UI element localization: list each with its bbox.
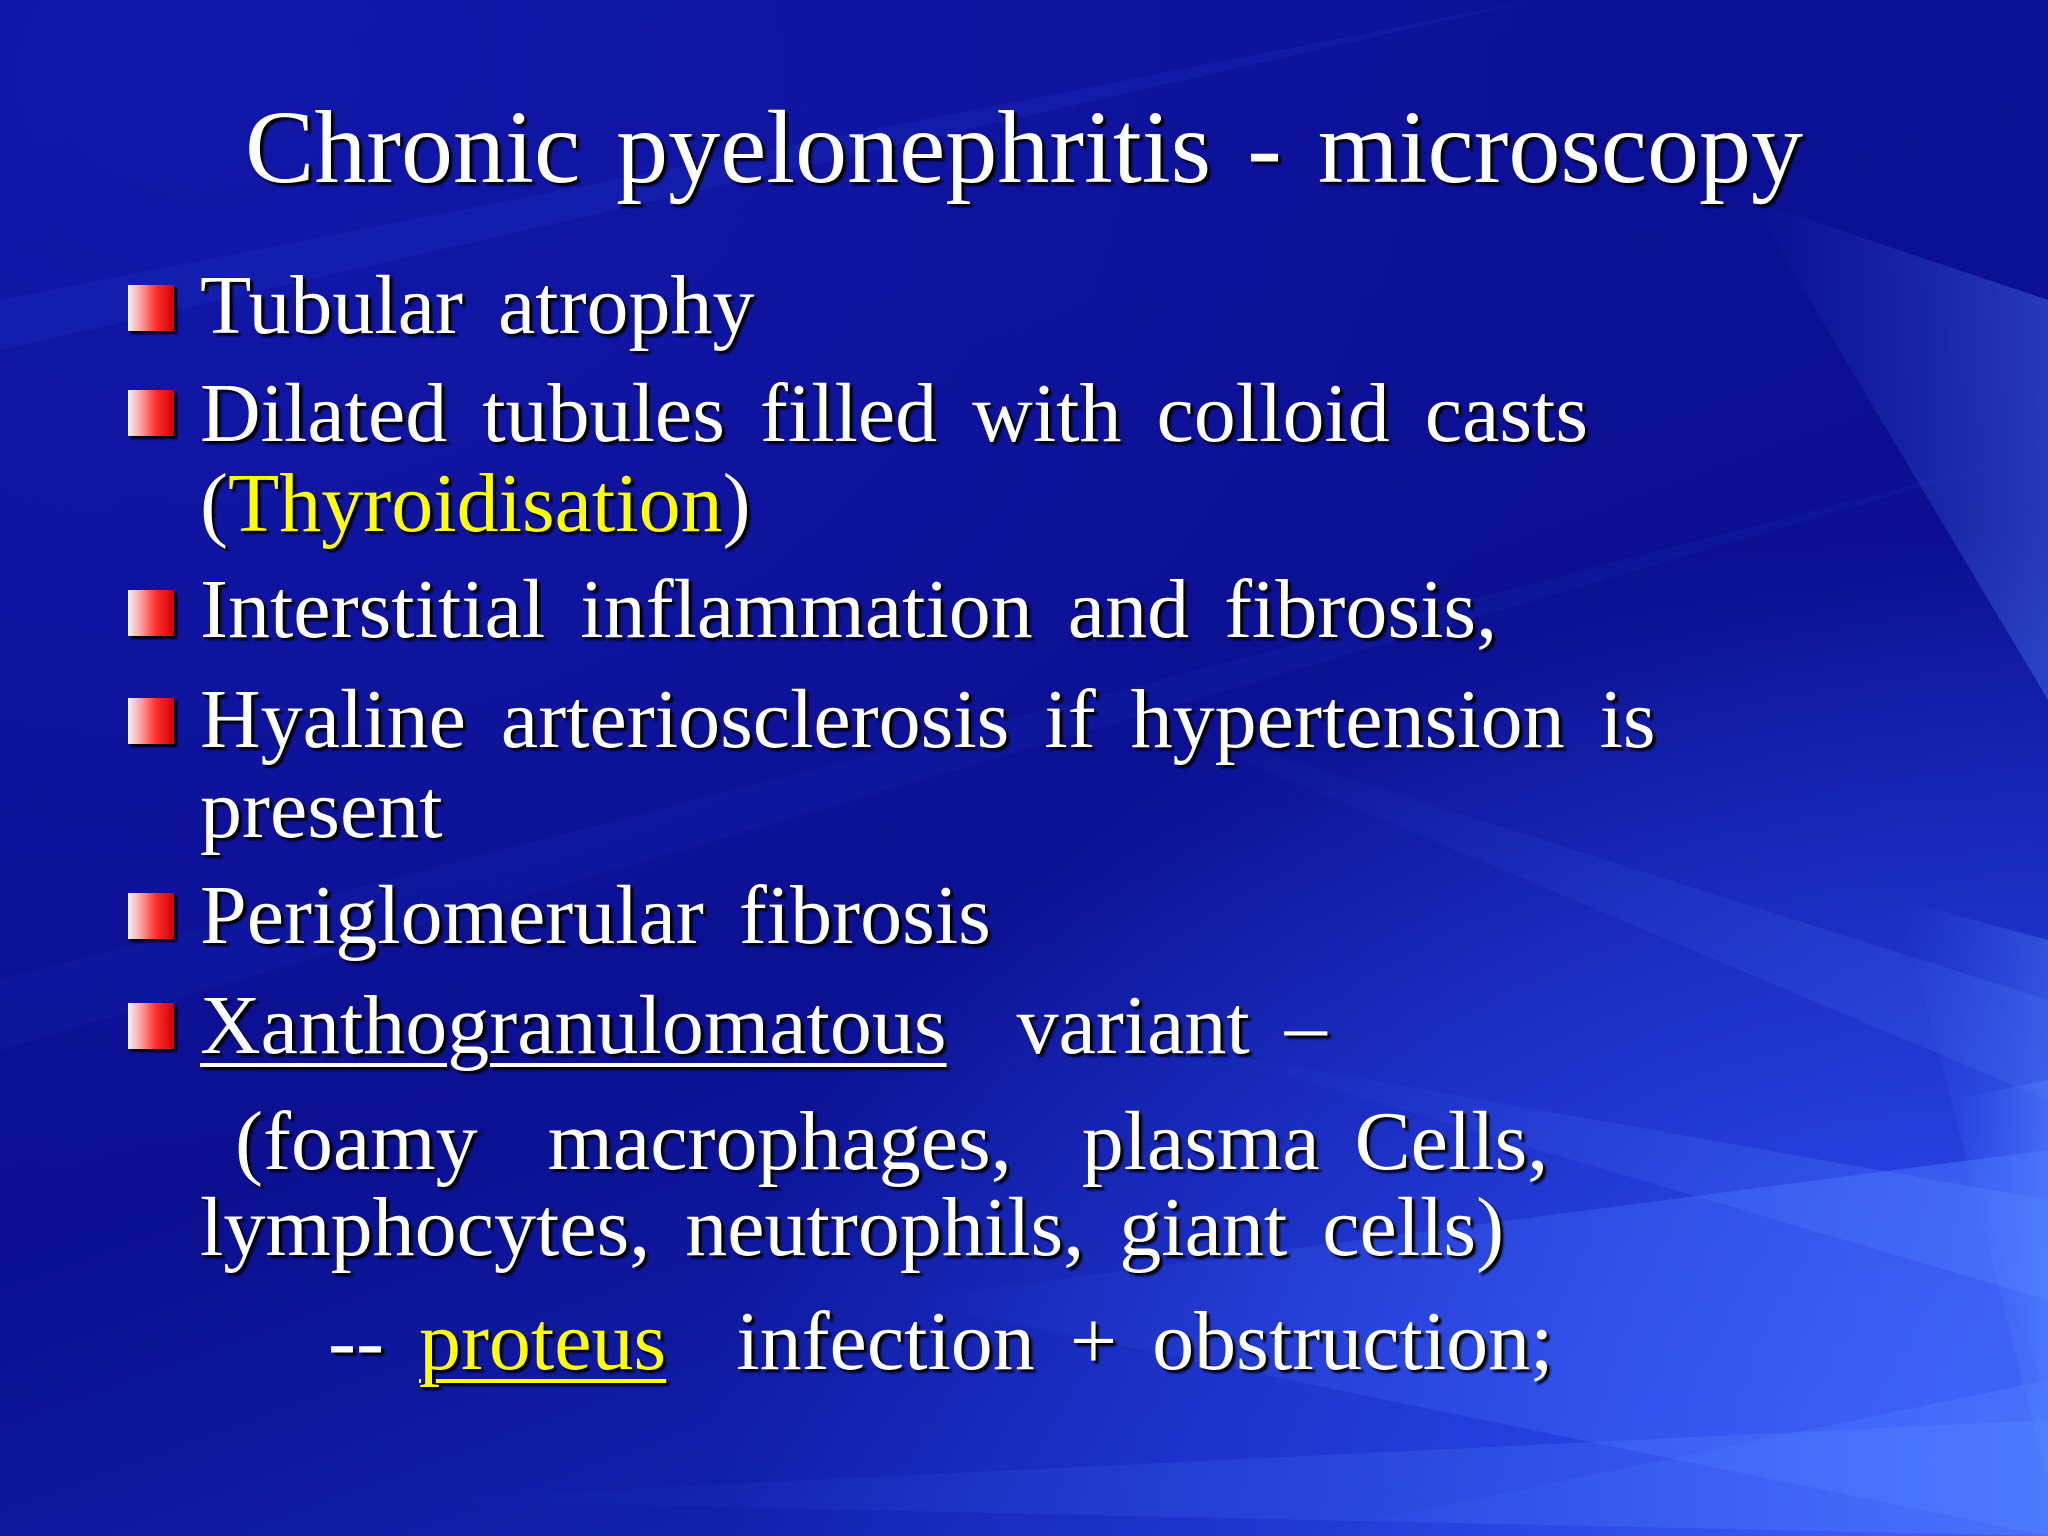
bullet-dilated-tubules-line2 xyxy=(200,456,751,552)
bullet-square-icon xyxy=(128,285,174,331)
bullet-interstitial-inflammation: Interstitial inflammation and fibrosis, xyxy=(200,563,1498,656)
proteus-infection-line xyxy=(328,1294,1553,1390)
bullet-hyaline-arteriosclerosis-line2: present xyxy=(200,763,443,856)
proteus-highlight: proteus xyxy=(418,1295,667,1388)
bullet-square-icon xyxy=(128,698,174,744)
bullet-hyaline-arteriosclerosis: Hyaline arteriosclerosis if hypertension is xyxy=(200,673,1656,766)
infection-obstruction-text: infection + obstruction; xyxy=(666,1295,1554,1388)
bullet-periglomerular-fibrosis: Periglomerular fibrosis xyxy=(200,869,991,962)
thyroidisation-highlight: Thyroidisation xyxy=(227,457,723,550)
open-paren: ( xyxy=(200,457,228,550)
bullet-square-icon xyxy=(128,1003,174,1049)
bullet-square-icon xyxy=(128,590,174,636)
bullet-tubular-atrophy: Tubular atrophy xyxy=(200,259,755,352)
xanthogranulomatous-detail-line2: lymphocytes, neutrophils, giant cells) xyxy=(200,1181,1505,1274)
variant-text: variant – xyxy=(946,979,1327,1072)
xanthogranulomatous-detail-line1: (foamy macrophages, plasma Cells, xyxy=(200,1095,1549,1188)
bullet-dilated-tubules: Dilated tubules filled with colloid casts xyxy=(200,367,1589,460)
bullet-square-icon xyxy=(128,390,174,436)
dash-prefix: -- xyxy=(328,1295,419,1388)
bullet-square-icon xyxy=(128,893,174,939)
close-paren: ) xyxy=(722,457,751,550)
xanthogranulomatous-term: Xanthogranulomatous xyxy=(200,979,947,1072)
slide-title: Chronic pyelonephritis - microscopy xyxy=(245,90,1803,205)
bullet-xanthogranulomatous xyxy=(200,978,1327,1074)
